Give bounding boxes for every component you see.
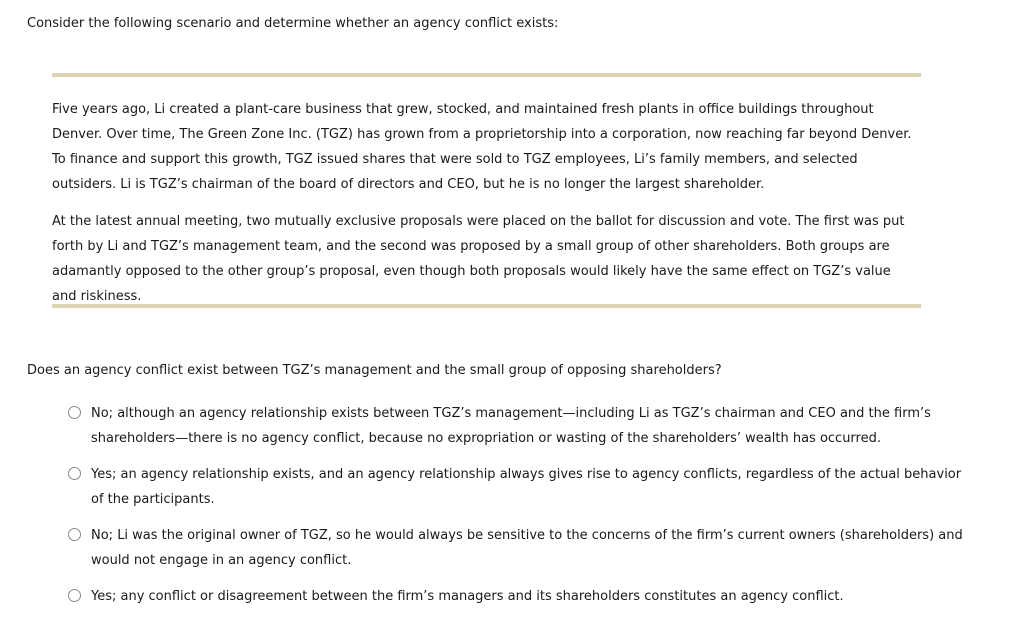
scenario-box [52, 97, 912, 321]
answer-option-1[interactable] [68, 401, 968, 451]
answer-option-label[interactable]: Yes; an agency relationship exists, and an agency relationship always gives rise to agency conflicts, regardless of the actual behavior of the participants. [91, 467, 962, 507]
scenario-bottom-divider [52, 304, 921, 308]
answer-option-3[interactable] [68, 523, 968, 573]
scenario-paragraph-2: At the latest annual meeting, two mutually exclusive proposals were placed on the ballot for discussion and vote. The first was put forth by Li and TGZ’s management team, and the second was proposed by a small group of other shareholders. Both groups are adamantly opposed to the other group’s proposal, even though both proposals would likely have the same effect on TGZ’s value and riskiness. [52, 214, 905, 304]
answer-option-label[interactable]: No; Li was the original owner of TGZ, so he would always be sensitive to the concerns of the firm’s current owners (shareholders) and would not engage in an agency conflict. [91, 528, 963, 568]
scenario-top-divider [52, 73, 921, 77]
answer-option-2[interactable] [68, 462, 968, 512]
intro-text: Consider the following scenario and determine whether an agency conflict exists: [27, 16, 559, 31]
radio-button[interactable] [68, 467, 81, 480]
radio-button[interactable] [68, 528, 81, 541]
answer-option-label[interactable]: No; although an agency relationship exists between TGZ’s management—including Li as TGZ’s chairman and CEO and the firm’s shareholders—there is no agency conflict, because no expropriation or wasting of the shareholders’ wealth has occurred. [91, 406, 931, 446]
answer-option-label[interactable]: Yes; any conflict or disagreement between the firm’s managers and its shareholders constitutes an agency conflict. [91, 589, 844, 604]
radio-button[interactable] [68, 406, 81, 419]
question-text: Does an agency conflict exist between TGZ’s management and the small group of opposing shareholders? [27, 363, 722, 378]
answer-option-4[interactable] [68, 584, 968, 609]
radio-button[interactable] [68, 589, 81, 602]
scenario-paragraph-1: Five years ago, Li created a plant-care business that grew, stocked, and maintained fresh plants in office buildings throughout Denver. Over time, The Green Zone Inc. (TGZ) has grown from a proprietorship into a corporation, now reaching far beyond Denver. To finance and support this growth, TGZ issued shares that were sold to TGZ employees, Li’s family members, and selected outsiders. Li is TGZ’s chairman of the board of directors and CEO, but he is no longer the largest shareholder. [52, 102, 912, 192]
answer-options [68, 401, 968, 620]
